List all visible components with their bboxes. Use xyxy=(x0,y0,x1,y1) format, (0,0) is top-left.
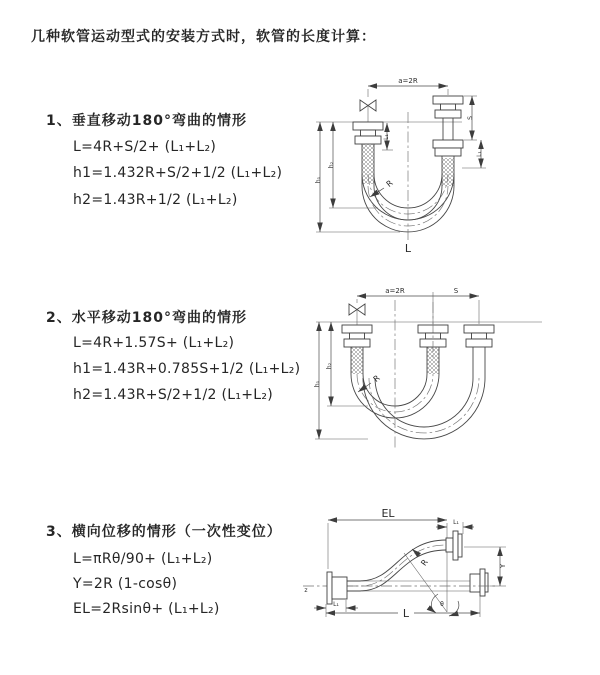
section2-formula-h1: h1=1.43R+0.785S+1/2 (L₁+L₂) xyxy=(73,361,301,377)
dim-l1-right xyxy=(462,140,486,168)
dim-label-a2r: a=2R xyxy=(385,287,405,295)
dim-label-h1: h₁ xyxy=(314,380,321,388)
dim-label-theta: θ xyxy=(440,601,444,608)
valve-icon xyxy=(360,100,376,122)
dim-s xyxy=(464,96,477,140)
section2-formula-h2: h2=1.43R+S/2+1/2 (L₁+L₂) xyxy=(73,387,274,403)
right-hose-leg xyxy=(442,156,454,186)
displaced-flange xyxy=(446,531,462,560)
dim-label-a2r: a=2R xyxy=(398,77,418,85)
radius-label: R xyxy=(419,557,430,568)
left-hose-leg xyxy=(362,144,374,186)
dim-l1-left xyxy=(314,600,358,612)
page-title: 几种软管运动型式的安装方式时，软管的长度计算： xyxy=(31,29,376,45)
right-flange-fitting xyxy=(464,325,494,347)
section3-formula-L: L=πRθ/90+ (L₁+L₂) xyxy=(73,551,213,567)
radius-label: R xyxy=(384,178,395,189)
left-hose-leg xyxy=(351,347,363,374)
radius-leader xyxy=(358,373,382,392)
axis-mark: z xyxy=(304,587,308,594)
dim-label-l1-left: L₁ xyxy=(333,601,339,608)
diagram-horizontal-bend xyxy=(308,281,568,459)
section1-formula-h2: h2=1.43R+1/2 (L₁+L₂) xyxy=(73,192,238,208)
u-bend-arcs xyxy=(351,374,485,439)
left-flange-fitting xyxy=(342,325,372,347)
left-flange xyxy=(327,572,347,604)
dim-label-h1: h₁ xyxy=(315,176,322,184)
length-label: L xyxy=(404,242,412,255)
section2-heading: 2、水平移动180°弯曲的情形 xyxy=(46,310,247,326)
s-curve-hose xyxy=(347,540,446,591)
dim-label-s: S xyxy=(467,116,474,120)
dim-label-y: Y xyxy=(499,563,507,569)
section3-formula-EL: EL=2Rsinθ+ (L₁+L₂) xyxy=(73,601,220,617)
left-flange-fitting xyxy=(353,122,383,144)
right-upper-fitting xyxy=(433,96,463,140)
dim-label-el: EL xyxy=(381,507,395,520)
dim-a2r-s xyxy=(357,287,479,324)
section3-heading: 3、横向位移的情形（一次性变位） xyxy=(46,524,282,540)
dim-a2r xyxy=(368,77,448,97)
u-bend-arcs xyxy=(362,174,454,232)
section1-formula-h1: h1=1.432R+S/2+1/2 (L₁+L₂) xyxy=(73,165,283,181)
radius-label: R xyxy=(371,373,382,384)
dim-label-l1-top: L₁ xyxy=(453,519,459,526)
original-position-hose xyxy=(362,569,488,596)
diagram-lateral-displacement xyxy=(298,503,596,637)
section3-formula-Y: Y=2R (1-cosθ) xyxy=(73,576,178,592)
dim-label-h2: h₂ xyxy=(326,362,333,370)
dim-label-s: S xyxy=(453,287,459,295)
diagram-vertical-bend xyxy=(310,70,566,262)
dim-l1-left xyxy=(382,123,393,150)
section1-formula-L: L=4R+S/2+ (L₁+L₂) xyxy=(73,139,217,155)
dim-label-h2: h₂ xyxy=(328,161,335,169)
dim-label-l: L xyxy=(402,607,410,620)
section2-formula-L: L=4R+1.57S+ (L₁+L₂) xyxy=(73,335,235,351)
dim-label-l1-right: L₁ xyxy=(476,151,483,157)
dim-label-l1-left: L₁ xyxy=(383,134,390,140)
section1-heading: 1、垂直移动180°弯曲的情形 xyxy=(46,113,247,129)
right-lower-fitting xyxy=(433,140,463,156)
right-hose-leg xyxy=(473,347,485,378)
